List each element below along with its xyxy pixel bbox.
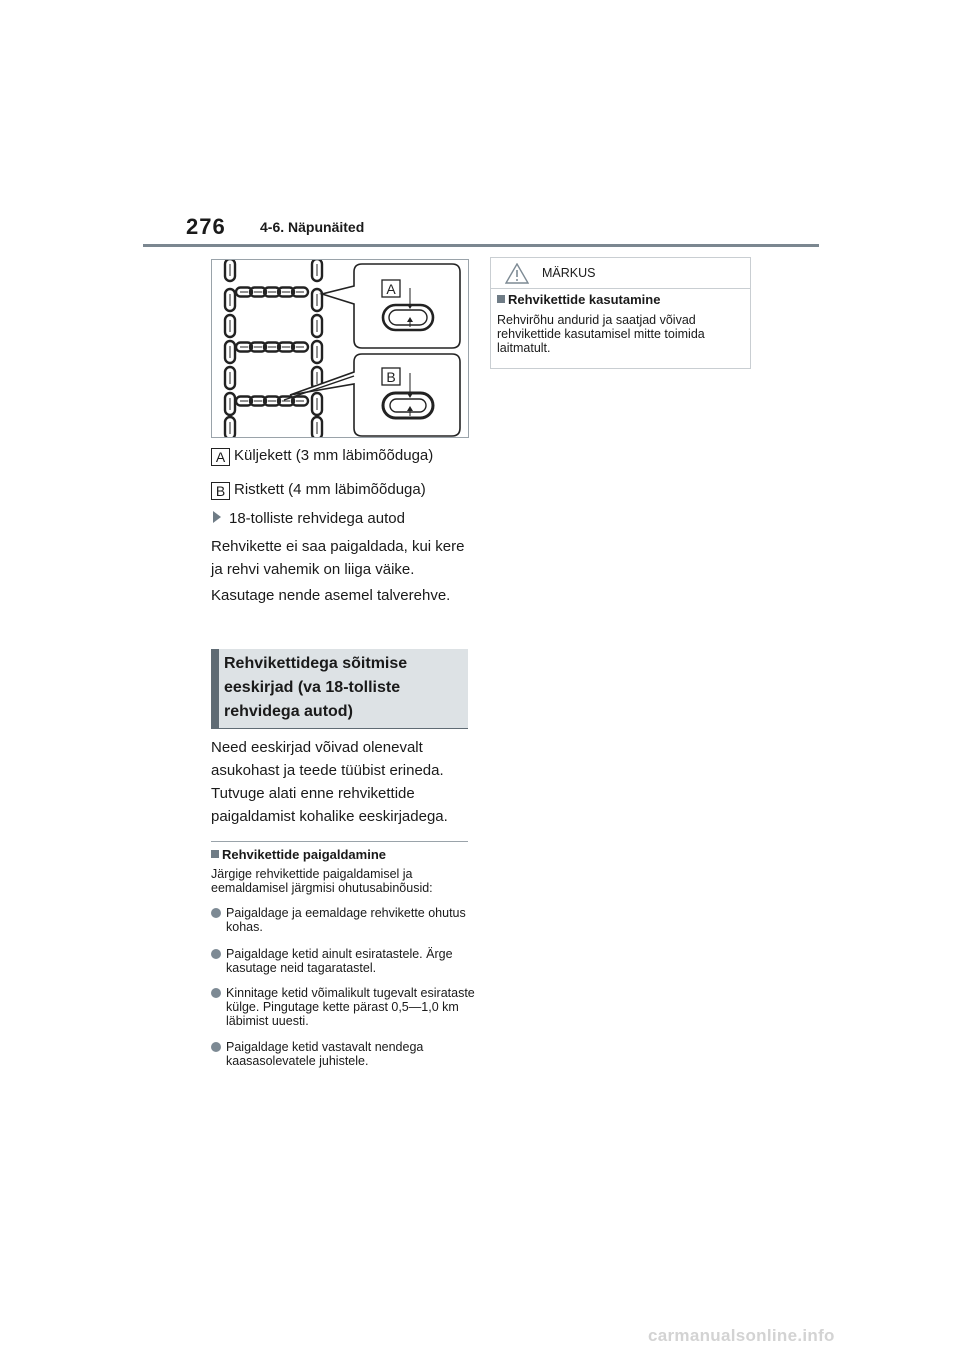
circle-bullet-icon [211, 988, 221, 998]
notice-title: Rehvikettide kasutamine [508, 292, 661, 307]
page-number: 276 [186, 214, 226, 239]
circle-bullet-icon [211, 908, 221, 918]
note-heading [211, 847, 386, 862]
section-heading: Rehvikettidega sõitmise eeskirjad (va 18-tolliste rehvidega autod) [224, 655, 408, 720]
note-item-text: Paigaldage ketid vastavalt nendega kaasasolevatele juhistele. [226, 1040, 424, 1068]
heading-accent-bar [211, 649, 219, 728]
paragraph-clearance: Rehvikette ei saa paigaldada, kui kere ja rehvi vahemik on liiga väike. [211, 538, 465, 578]
triangle-bullet-icon [213, 511, 221, 523]
note-intro: Järgige rehvikettide paigaldamisel ja eemaldamisel järgmisi ohutusabinõusid: [211, 867, 433, 895]
circle-bullet-icon [211, 949, 221, 959]
warning-triangle-icon [505, 263, 529, 284]
legend-b-tag: B [211, 482, 230, 500]
legend-b [211, 480, 426, 500]
notice-title-row [497, 292, 660, 307]
notice-label: MÄRKUS [542, 266, 596, 280]
legend-a-text: Küljekett (3 mm läbimõõduga) [234, 447, 434, 464]
tire-chain-illustration [212, 260, 468, 437]
notice-body: Rehvirõhu andurid ja saatjad võivad rehvikettide kasutamisel mitte toimida laitmatult. [497, 313, 705, 355]
notice-box [490, 257, 751, 369]
square-bullet-icon [211, 850, 219, 858]
notice-header [491, 258, 750, 289]
legend-b-text: Ristkett (4 mm läbimõõduga) [234, 481, 426, 498]
note-item-text: Paigaldage ketid ainult esiratastele. Ärge kasutage neid tagaratastel. [226, 947, 453, 975]
note-item-text: Paigaldage ja eemaldage rehvikette ohutus kohas. [226, 906, 466, 934]
bullet-heading [211, 510, 405, 527]
watermark: carmanualsonline.info [648, 1326, 835, 1345]
note-item-text: Kinnitage ketid võimalikult tugevalt esirataste külge. Pingutage kette pärast 0,5—1,0 km läbimist uuesti. [226, 986, 475, 1028]
tire-chain-figure [211, 259, 469, 438]
section-paragraph: Need eeskirjad võivad olenevalt asukohast ja teede tüübist erineda. Tutvuge alati enne rehvikettide paigaldamist kohalike eeskirjadega. [211, 739, 448, 825]
heading-underline [211, 728, 468, 729]
section-title: 4-6. Näpunäited [260, 219, 365, 235]
legend-a-tag: A [211, 448, 230, 466]
legend-a [211, 446, 433, 466]
bullet-heading-text: 18-tolliste rehvidega autod [229, 510, 405, 527]
paragraph-winter-tires: Kasutage nende asemel talverehve. [211, 587, 451, 604]
header-divider [143, 244, 819, 247]
section-heading-box [211, 649, 468, 728]
note-divider [211, 841, 468, 842]
callout-a-label: A [386, 281, 396, 297]
square-bullet-icon [497, 295, 505, 303]
note-title: Rehvikettide paigaldamine [222, 847, 386, 862]
callout-b-label: B [386, 369, 396, 385]
circle-bullet-icon [211, 1042, 221, 1052]
